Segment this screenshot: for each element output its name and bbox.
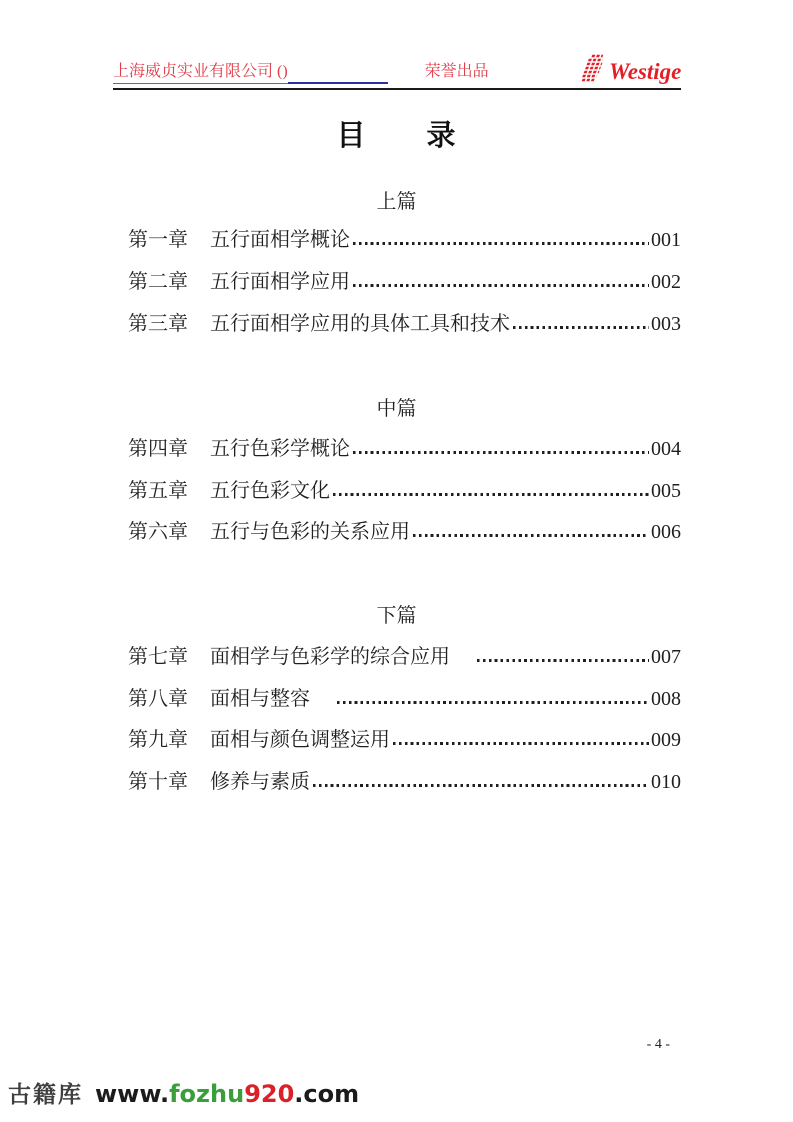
chapter-label: 第十章	[128, 771, 188, 793]
section-heading-middle: 中篇	[376, 398, 417, 420]
chapter-title: 五行面相学应用	[210, 271, 350, 293]
company-name: 上海威贞实业有限公司 ()	[113, 62, 288, 84]
chapter-title: 面相与颜色调整运用	[210, 729, 390, 751]
footer-page-number: - 4 -	[646, 1037, 670, 1052]
chapter-label: 第二章	[128, 271, 188, 293]
toc-entry	[128, 689, 681, 710]
dot-leader	[353, 451, 649, 454]
page-ref: 003	[651, 313, 681, 335]
chapter-label: 第四章	[128, 438, 188, 460]
chapter-title: 五行色彩文化	[210, 480, 330, 502]
chapter-label: 第一章	[128, 229, 188, 251]
page-ref: 010	[651, 771, 681, 793]
toc-entry	[128, 230, 681, 251]
honor-label: 荣誉出品	[424, 63, 489, 80]
section-heading-lower: 下篇	[376, 605, 417, 627]
section-heading-upper: 上篇	[376, 191, 417, 213]
chapter-title: 修养与素质	[210, 771, 310, 793]
dot-leader	[353, 284, 649, 287]
logo-wordmark: Westige	[609, 58, 682, 84]
toc-entry	[128, 272, 681, 293]
page-ref: 008	[651, 688, 681, 710]
toc-entry	[128, 730, 681, 751]
chapter-label: 第八章	[128, 688, 188, 710]
watermark-url-tld: .com	[294, 1080, 360, 1108]
watermark-url-www: www.	[95, 1080, 170, 1108]
watermark-url-name: fozhu	[169, 1080, 245, 1108]
watermark-url-number: 920	[244, 1080, 295, 1108]
dot-leader	[513, 326, 649, 329]
watermark-brand: 古籍库	[8, 1082, 83, 1108]
watermark	[8, 1079, 359, 1110]
page-ref: 005	[651, 480, 681, 502]
chapter-title: 面相与整容	[210, 688, 310, 710]
chapter-label: 第三章	[128, 313, 188, 335]
dot-leader	[333, 493, 649, 496]
chapter-title: 五行色彩学概论	[210, 438, 350, 460]
toc-entry	[128, 481, 681, 502]
toc-list	[128, 0, 681, 1122]
dot-leader	[393, 742, 649, 745]
page-ref: 007	[651, 646, 681, 668]
chapter-label: 第五章	[128, 480, 188, 502]
chapter-title: 面相学与色彩学的综合应用	[210, 646, 450, 668]
toc-entry	[128, 439, 681, 460]
page-ref: 002	[651, 271, 681, 293]
dot-leader	[337, 701, 649, 704]
chapter-title: 五行与色彩的关系应用	[210, 521, 410, 543]
chapter-label: 第七章	[128, 646, 188, 668]
chapter-title: 五行面相学应用的具体工具和技术	[210, 313, 510, 335]
chapter-title: 五行面相学概论	[210, 229, 350, 251]
chapter-label: 第九章	[128, 729, 188, 751]
chapter-label: 第六章	[128, 521, 188, 543]
page-ref: 009	[651, 729, 681, 751]
page-ref: 006	[651, 521, 681, 543]
toc-entry	[128, 522, 681, 543]
dot-leader	[353, 242, 649, 245]
toc-entry	[128, 647, 681, 668]
page-title: 目 录	[336, 120, 457, 152]
dot-leader	[313, 784, 649, 787]
dot-leader	[477, 659, 649, 662]
toc-entry	[128, 772, 681, 793]
page-ref: 001	[651, 229, 681, 251]
page-ref: 004	[651, 438, 681, 460]
toc-entry	[128, 314, 681, 335]
dot-leader	[413, 534, 649, 537]
